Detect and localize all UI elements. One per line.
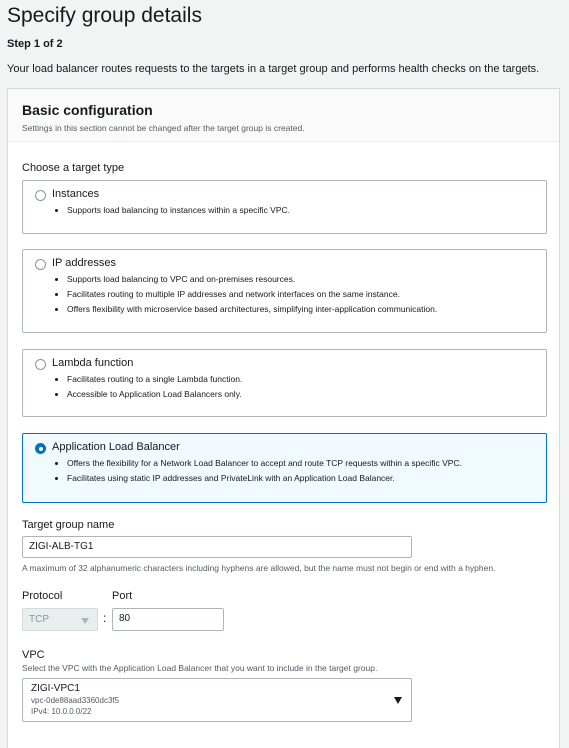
bullet-item: • Offers flexibility with microservice based architectures, simplifying inter-application communication.: [67, 304, 437, 319]
vpc-id: vpc-0de88aad3360dc3f5: [31, 696, 120, 705]
radio-lambda-function[interactable]: [35, 359, 46, 370]
target-group-name-hint: A maximum of 32 alphanumeric characters including hyphens are allowed, but the name must not begin or end with a hyphen.: [22, 563, 496, 573]
vpc-label: VPC: [22, 649, 45, 661]
port-label: Port: [112, 590, 133, 602]
vpc-select[interactable]: [22, 678, 412, 722]
target-type-bullets: [67, 458, 462, 488]
bullet-item: • Offers the flexibility for a Network Load Balancer to accept and route TCP requests within a specific VPC.: [67, 458, 462, 473]
bullet-item: • Supports load balancing to VPC and on-premises resources.: [67, 274, 437, 289]
target-type-title: Instances: [52, 188, 100, 200]
target-type-application-load-balancer[interactable]: [22, 433, 547, 503]
page-title: Specify group details: [7, 4, 202, 27]
bullet-item: • Facilitates routing to a single Lambda function.: [67, 374, 242, 389]
target-type-bullets: [67, 205, 290, 220]
step-indicator: Step 1 of 2: [7, 38, 63, 50]
vpc-name: ZIGI-VPC1: [31, 683, 80, 694]
panel-header: [8, 89, 559, 142]
bullet-item: • Accessible to Application Load Balancers only.: [67, 389, 242, 404]
intro-text: Your load balancer routes requests to the targets in a target group and performs health checks on the targets.: [7, 63, 540, 75]
chevron-down-icon[interactable]: [394, 697, 402, 704]
target-type-bullets: [67, 274, 437, 319]
vpc-cidr: IPv4: 10.0.0.0/22: [31, 707, 92, 716]
target-type-instances[interactable]: [22, 180, 547, 234]
panel-title: Basic configuration: [22, 102, 153, 118]
target-type-title: IP addresses: [52, 257, 117, 269]
panel-subtitle: Settings in this section cannot be changed after the target group is created.: [22, 123, 305, 133]
target-type-label: Choose a target type: [22, 162, 125, 174]
radio-instances[interactable]: [35, 190, 46, 201]
target-type-ip-addresses[interactable]: [22, 249, 547, 333]
chevron-down-icon: [81, 618, 89, 624]
target-type-title: Lambda function: [52, 357, 134, 369]
protocol-select: [22, 608, 98, 631]
bullet-item: • Facilitates routing to multiple IP addresses and network interfaces on the same instance.: [67, 289, 437, 304]
target-group-name-input[interactable]: ZIGI-ALB-TG1: [22, 536, 412, 558]
target-type-title: Application Load Balancer: [52, 441, 180, 453]
port-separator: :: [103, 611, 107, 625]
port-input[interactable]: 80: [112, 608, 224, 631]
target-group-name-label: Target group name: [22, 519, 115, 531]
bullet-item: • Supports load balancing to instances within a specific VPC.: [67, 205, 290, 220]
radio-ip-addresses[interactable]: [35, 259, 46, 270]
bullet-item: • Facilitates using static IP addresses and PrivateLink with an Application Load Balancer.: [67, 473, 462, 488]
target-type-lambda-function[interactable]: [22, 349, 547, 417]
protocol-value: TCP: [29, 614, 49, 625]
target-type-bullets: [67, 374, 242, 404]
vpc-hint: Select the VPC with the Application Load Balancer that you want to include in the target group.: [22, 663, 378, 673]
protocol-label: Protocol: [22, 590, 63, 602]
basic-configuration-panel: [7, 88, 560, 748]
radio-application-load-balancer[interactable]: [35, 443, 46, 454]
